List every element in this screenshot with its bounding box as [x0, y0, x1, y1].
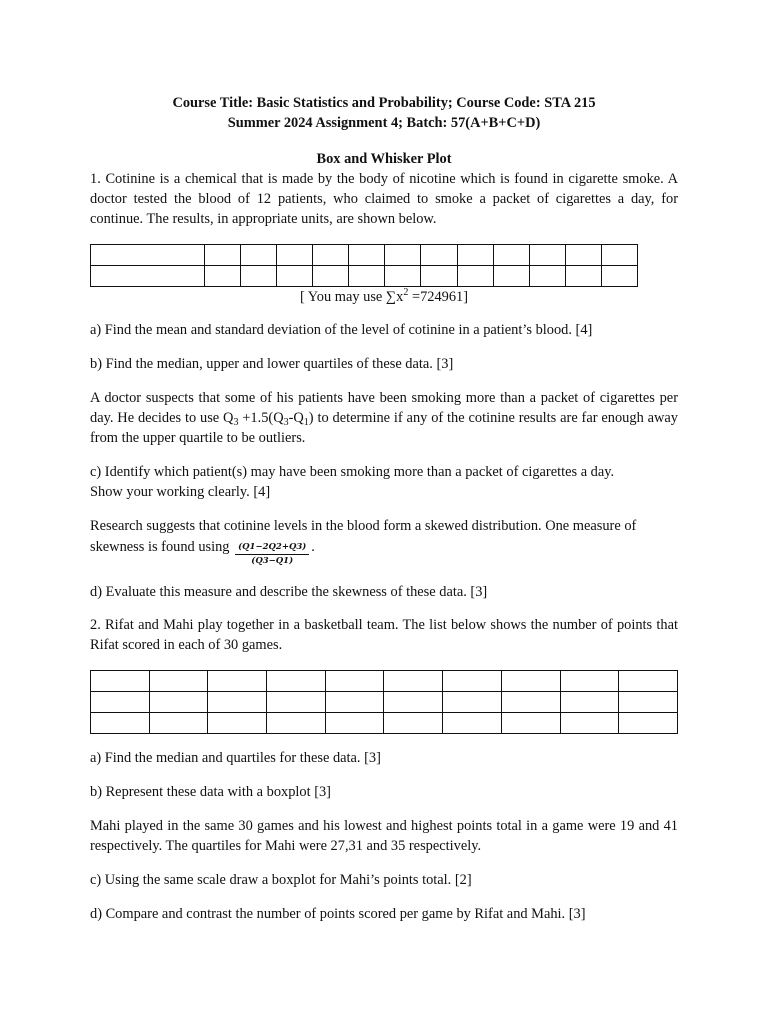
table-cell — [443, 713, 502, 734]
table-cell — [560, 713, 619, 734]
q1-skewness-paragraph: Research suggests that cotinine levels in the blood form a skewed distribution. One measure of skewness is found using $\frac{(Q1-2Q2+Q3)}{(Q3-Q1)}$ . — [90, 518, 637, 566]
table-cell — [385, 245, 421, 266]
table-cell — [619, 692, 678, 713]
table-cell — [443, 671, 502, 692]
table-cell — [493, 245, 529, 266]
rifat-points-table — [90, 670, 678, 734]
table-cell — [277, 245, 313, 266]
table-cell — [313, 245, 349, 266]
table-cell — [349, 266, 385, 287]
table-cell — [277, 266, 313, 287]
table-cell — [457, 266, 493, 287]
table-cell — [325, 692, 384, 713]
table-cell — [443, 692, 502, 713]
table-cell — [529, 266, 565, 287]
table-cell — [501, 713, 560, 734]
table-cell — [601, 266, 637, 287]
table-cell — [421, 266, 457, 287]
course-header — [90, 93, 678, 133]
table-cell — [601, 245, 637, 266]
table-cell — [91, 245, 205, 266]
table-cell — [501, 692, 560, 713]
assignment-batch-line: Summer 2024 Assignment 4; Batch: 57(A+B+C+D) — [227, 115, 541, 131]
table-cell — [565, 266, 601, 287]
table-row — [91, 713, 678, 734]
table-cell — [325, 671, 384, 692]
table-cell — [385, 266, 421, 287]
table-cell — [560, 692, 619, 713]
q1-part-b: b) Find the median, upper and lower quartiles of these data. [3] — [90, 356, 454, 372]
q2-part-b: b) Represent these data with a boxplot [3] — [90, 784, 331, 800]
q1-part-d: d) Evaluate this measure and describe the skewness of these data. [3] — [90, 584, 488, 600]
table-cell — [529, 245, 565, 266]
table-cell — [91, 266, 205, 287]
q2-part-d: d) Compare and contrast the number of points scored per game by Rifat and Mahi. [3] — [90, 906, 586, 922]
table-cell — [565, 245, 601, 266]
table-cell — [267, 713, 326, 734]
q2-part-c: c) Using the same scale draw a boxplot for Mahi’s points total. [2] — [90, 872, 472, 888]
table-row — [91, 671, 678, 692]
q2-intro: 2. Rifat and Mahi play together in a basketball team. The list below shows the number of points that Rifat scored in each of 30 games. — [90, 617, 678, 653]
table-cell — [208, 713, 267, 734]
table-cell — [384, 713, 443, 734]
cotinine-data-table — [90, 244, 638, 287]
table-cell — [325, 713, 384, 734]
table-cell — [205, 266, 241, 287]
q2-part-a: a) Find the median and quartiles for these data. [3] — [90, 750, 381, 766]
q1-outlier-paragraph: A doctor suspects that some of his patients have been smoking more than a packet of cigarettes per day. He decides to use $Q_3 +1.5(Q_3-Q_1)$ to determine if any of the cotinine results are far enough away from the upper quartile to be outliers. — [90, 390, 678, 446]
table-cell — [619, 713, 678, 734]
table-cell — [241, 266, 277, 287]
sum-squares-hint: [ You may use $\sum x^2 =724961$] — [299, 287, 469, 305]
table-cell — [493, 266, 529, 287]
table-cell — [457, 245, 493, 266]
table-cell — [560, 671, 619, 692]
section-title: Box and Whisker Plot — [316, 151, 452, 167]
table-cell — [91, 692, 150, 713]
table-cell — [384, 692, 443, 713]
table-cell — [208, 671, 267, 692]
table-cell — [149, 713, 208, 734]
table-cell — [313, 266, 349, 287]
table-cell — [421, 245, 457, 266]
q1-part-c: c) Identify which patient(s) may have been smoking more than a packet of cigarettes a day. Show your working clearly. [4] — [90, 464, 615, 500]
table-cell — [91, 671, 150, 692]
table-cell — [91, 713, 150, 734]
table-cell — [384, 671, 443, 692]
table-row — [91, 266, 638, 287]
table-cell — [267, 692, 326, 713]
skewness-formula: $\frac{(Q1-2Q2+Q3)}{(Q3-Q1)}$ — [235, 542, 309, 567]
table-cell — [267, 671, 326, 692]
q2-mahi-paragraph: Mahi played in the same 30 games and his lowest and highest points total in a game were 19 and 41 respectively. The quartiles for Mahi were 27,31 and 35 respectively. — [90, 818, 678, 854]
course-title-line: Course Title: Basic Statistics and Probability; Course Code: STA 215 — [172, 95, 596, 111]
q1-intro: 1. Cotinine is a chemical that is made by the body of nicotine which is found in cigarette smoke. A doctor tested the blood of 12 patients, who claimed to smoke a packet of cigarettes a day, for continue. The results, in appropriate units, are shown below. — [90, 171, 678, 227]
table-row — [91, 245, 638, 266]
table-cell — [349, 245, 385, 266]
table-cell — [208, 692, 267, 713]
table-cell — [149, 671, 208, 692]
q1-part-a: a) Find the mean and standard deviation of the level of cotinine in a patient’s blood. [4] — [90, 322, 593, 338]
table-cell — [619, 671, 678, 692]
table-cell — [149, 692, 208, 713]
table-row — [91, 692, 678, 713]
table-cell — [501, 671, 560, 692]
table-cell — [205, 245, 241, 266]
table-cell — [241, 245, 277, 266]
